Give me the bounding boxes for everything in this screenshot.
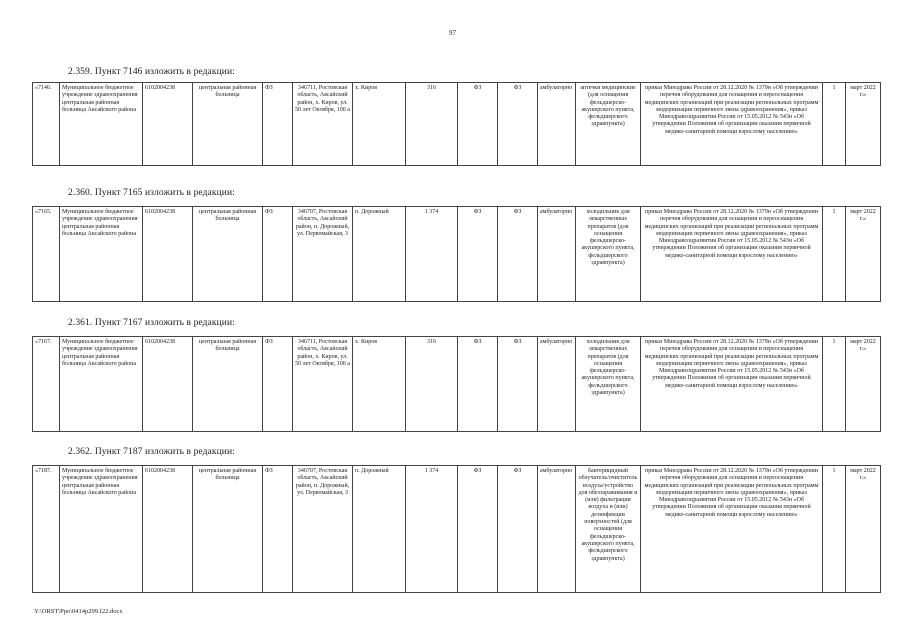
amendment-table <box>32 206 881 302</box>
table-row <box>33 337 881 432</box>
equipment: аптечки медицинские (для оснащения фельдшерско-акушерского пункта, фельдшерского здравпункта) <box>576 83 641 166</box>
equipment: холодильник для лекарственных препаратов (для оснащения фельдшерско-акушерского пункта, фельдшерского здравпункта) <box>576 337 641 432</box>
locality: х. Киров <box>353 83 406 166</box>
inn-code: 6102004238 <box>143 466 193 593</box>
legal-basis: приказ Минздрава России от 28.12.2020 № 1379н «Об утверждении перечня оборудования для оснащения и переоснащения медицинских организаций при реализации региональных программ модернизации первичного звена здравоохранения», приказ Минздравсоцразвития России от 15.05.2012 № 543н «Об утверждении Положения об организации оказания первичной медико-санитарной помощи взрослому населению» <box>641 83 823 166</box>
structural-unit: центральная районная больница <box>193 337 263 432</box>
quantity: 1 <box>823 207 846 302</box>
unit-type-1: ФЗ <box>458 337 498 432</box>
organization-name: Муниципальное бюджетное учреждение здравоохранения центральная районная больница Аксайского района <box>60 83 143 166</box>
organization-name: Муниципальное бюджетное учреждение здравоохранения центральная районная больница Аксайского района <box>60 207 143 302</box>
address: 346707, Ростовская область, Аксайский район, п. Дорожный, ул. Первомайская, 3 <box>293 207 353 302</box>
locality: п. Дорожный <box>353 466 406 593</box>
population: 316 <box>406 337 458 432</box>
population: 1 374 <box>406 466 458 593</box>
unit-type-1: ФЗ <box>458 466 498 593</box>
care-conditions: амбулаторно <box>538 466 576 593</box>
delivery-date: март 2022 г.» <box>846 83 881 166</box>
unit-type-2: ФЗ <box>498 337 538 432</box>
row-number: «7146. <box>33 83 60 166</box>
quantity: 1 <box>823 337 846 432</box>
unit-type-2: ФЗ <box>498 83 538 166</box>
delivery-date: март 2022 г.» <box>846 466 881 593</box>
unit-type-2: ФЗ <box>498 466 538 593</box>
inn-code: 6102004238 <box>143 207 193 302</box>
unit-level: ФЗ <box>263 337 293 432</box>
page-number: 97 <box>449 29 456 37</box>
locality: п. Дорожный <box>353 207 406 302</box>
care-conditions: амбулаторно <box>538 337 576 432</box>
amendment-table <box>32 465 881 593</box>
legal-basis: приказ Минздрава России от 28.12.2020 № 1379н «Об утверждении перечня оборудования для оснащения и переоснащения медицинских организаций при реализации региональных программ модернизации первичного звена здравоохранения», приказ Минздравсоцразвития России от 15.05.2012 № 543н «Об утверждении Положения об организации оказания первичной медико-санитарной помощи взрослому населению» <box>641 207 823 302</box>
unit-level: ФЗ <box>263 466 293 593</box>
section-heading: 2.360. Пункт 7165 изложить в редакции: <box>68 188 235 198</box>
address: 346711, Ростовская область, Аксайский район, х. Киров, ул. 50 лет Октября, 100 а <box>293 337 353 432</box>
table-row <box>33 466 881 593</box>
section-heading: 2.362. Пункт 7187 изложить в редакции: <box>68 447 235 457</box>
address: 346711, Ростовская область, Аксайский район, х. Киров, ул. 50 лет Октября, 100 а <box>293 83 353 166</box>
inn-code: 6102004238 <box>143 83 193 166</box>
amendment-table <box>32 82 881 166</box>
unit-type-2: ФЗ <box>498 207 538 302</box>
delivery-date: март 2022 г.» <box>846 337 881 432</box>
row-number: «7165. <box>33 207 60 302</box>
amendment-table <box>32 336 881 432</box>
section-heading: 2.361. Пункт 7167 изложить в редакции: <box>68 318 235 328</box>
quantity: 1 <box>823 466 846 593</box>
table-row <box>33 83 881 166</box>
structural-unit: центральная районная больница <box>193 207 263 302</box>
care-conditions: амбулаторно <box>538 83 576 166</box>
table-row <box>33 207 881 302</box>
unit-level: ФЗ <box>263 207 293 302</box>
legal-basis: приказ Минздрава России от 28.12.2020 № 1379н «Об утверждении перечня оборудования для оснащения и переоснащения медицинских организаций при реализации региональных программ модернизации первичного звена здравоохранения», приказ Минздравсоцразвития России от 15.05.2012 № 543н «Об утверждении Положения об организации оказания первичной медико-санитарной помощи взрослому населению» <box>641 337 823 432</box>
care-conditions: амбулаторно <box>538 207 576 302</box>
equipment: холодильник для лекарственных препаратов (для оснащения фельдшерско-акушерского пункта, фельдшерского здравпункта) <box>576 207 641 302</box>
quantity: 1 <box>823 83 846 166</box>
equipment: бактерицидный облучатель/очиститель воздуха/устройство для обеззараживания и (или) фильтрации воздуха и (или) дезинфекции поверхностей (для оснащения фельдшерско-акушерского пункта, фельдшерского здравпункта) <box>576 466 641 593</box>
legal-basis: приказ Минздрава России от 28.12.2020 № 1379н «Об утверждении перечня оборудования для оснащения и переоснащения медицинских организаций при реализации региональных программ модернизации первичного звена здравоохранения», приказ Минздравсоцразвития России от 15.05.2012 № 543н «Об утверждении Положения об организации оказания первичной медико-санитарной помощи взрослому населению» <box>641 466 823 593</box>
locality: х. Киров <box>353 337 406 432</box>
organization-name: Муниципальное бюджетное учреждение здравоохранения центральная районная больница Аксайского района <box>60 337 143 432</box>
inn-code: 6102004238 <box>143 337 193 432</box>
structural-unit: центральная районная больница <box>193 466 263 593</box>
file-path-footer: Y:\ORST\Ppo\0414p299.f22.docx <box>34 608 123 615</box>
population: 1 374 <box>406 207 458 302</box>
population: 316 <box>406 83 458 166</box>
structural-unit: центральная районная больница <box>193 83 263 166</box>
unit-level: ФЗ <box>263 83 293 166</box>
organization-name: Муниципальное бюджетное учреждение здравоохранения центральная районная больница Аксайского района <box>60 466 143 593</box>
unit-type-1: ФЗ <box>458 83 498 166</box>
row-number: «7187. <box>33 466 60 593</box>
row-number: «7167. <box>33 337 60 432</box>
delivery-date: март 2022 г.» <box>846 207 881 302</box>
unit-type-1: ФЗ <box>458 207 498 302</box>
section-heading: 2.359. Пункт 7146 изложить в редакции: <box>68 67 235 77</box>
address: 346707, Ростовская область, Аксайский район, п. Дорожный, ул. Первомайская, 3 <box>293 466 353 593</box>
